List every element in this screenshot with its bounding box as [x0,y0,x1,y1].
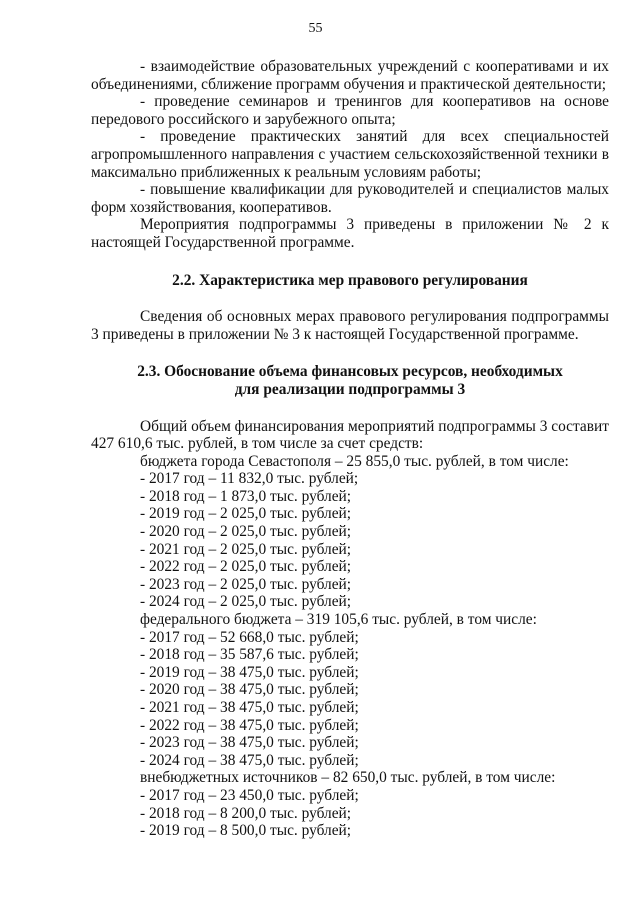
paragraph: - проведение семинаров и тренингов для кооперативов на основе передового российского и зарубежного опыта; [91,93,609,128]
list-item: - 2017 год – 23 450,0 тыс. рублей; [140,786,359,804]
list-item: - 2021 год – 38 475,0 тыс. рублей; [140,699,359,716]
list-item: - 2021 год – 2 025,0 тыс. рублей; [140,540,352,558]
list-title: бюджета города Севастополя – 25 855,0 тыс. рублей, в том числе: [140,452,569,470]
list-item: - 2017 год – 52 668,0 тыс. рублей; [140,628,359,646]
list-item: - 2024 год – 2 025,0 тыс. рублей; [140,593,352,611]
list-item: - 2019 год – 8 500,0 тыс. рублей; [140,822,352,840]
section-heading-continued: для реализации подпрограммы 3 [234,380,466,398]
section-heading: 2.2. Характеристика мер правового регулирования [172,271,528,289]
paragraph: Сведения об основных мерах правового регулирования подпрограммы 3 приведены в приложении № 3 к настоящей Государственной программе. [91,308,609,343]
list-item: - 2020 год – 38 475,0 тыс. рублей; [140,681,359,699]
list-item: - 2022 год – 2 025,0 тыс. рублей; [140,558,352,576]
list-item: - 2023 год – 38 475,0 тыс. рублей; [140,734,359,752]
paragraph: - повышение квалификации для руководителей и специалистов малых форм хозяйствования, кооперативов. [91,181,609,216]
paragraph: - взаимодействие образовательных учреждений с кооперативами и их объединениями, сближение программ обучения и практической деятельности; [91,58,609,93]
list-item: - 2024 год – 38 475,0 тыс. рублей; [140,751,359,769]
list-item: - 2017 год – 11 832,0 тыс. рублей; [140,470,359,488]
list-title: федерального бюджета – 319 105,6 тыс. рублей, в том числе: [140,611,537,629]
list-item: - 2023 год – 2 025,0 тыс. рублей; [140,575,352,593]
section-heading: 2.3. Обоснование объема финансовых ресурсов, необходимых [137,363,563,381]
paragraph: Общий объем финансирования мероприятий подпрограммы 3 составит 427 610,6 тыс. рублей, в том числе за счет средств: [91,417,609,453]
paragraph: - проведение практических занятий для всех специальностей агропромышленного направления с участием сельскохозяйственной техники в максимально приближенных к реальным условиям работы; [91,128,609,181]
list-item: - 2018 год – 35 587,6 тыс. рублей; [140,646,359,664]
page-number: 55 [308,21,323,36]
list-item: - 2022 год – 38 475,0 тыс. рублей; [140,716,359,734]
paragraph: Мероприятия подпрограммы 3 приведены в приложении № 2 к настоящей Государственной программе. [91,216,609,251]
list-item: - 2018 год – 8 200,0 тыс. рублей; [140,804,352,822]
list-item: - 2018 год – 1 873,0 тыс. рублей; [140,487,352,505]
list-item: - 2020 год – 2 025,0 тыс. рублей; [140,523,352,541]
list-item: - 2019 год – 38 475,0 тыс. рублей; [140,663,359,681]
list-item: - 2019 год – 2 025,0 тыс. рублей; [140,505,352,523]
page-body [91,58,609,840]
list-title: внебюджетных источников – 82 650,0 тыс. рублей, в том числе: [140,769,556,787]
